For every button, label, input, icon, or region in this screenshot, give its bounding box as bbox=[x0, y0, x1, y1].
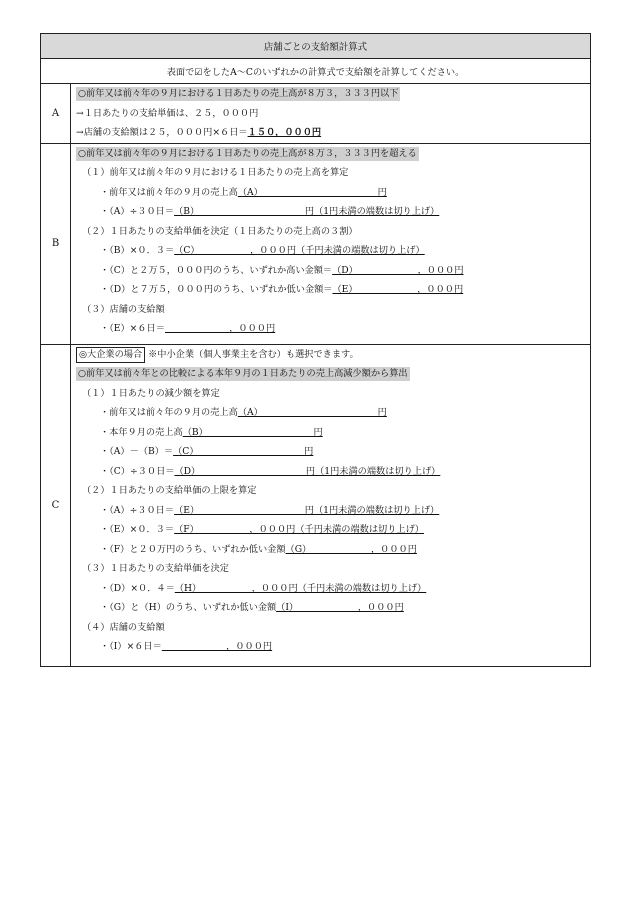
field-c-h: （H） ，０００円（千円未満の端数は切り上げ） bbox=[174, 582, 427, 594]
section-c-line-g: ・（F）と２０万円のうち、いずれか低い金額（G） ，０００円 bbox=[100, 543, 417, 555]
field-b-c: （C） ，０００円（千円未満の端数は切り上げ） bbox=[174, 245, 425, 256]
section-b-line-a: ・前年又は前々年の９月の売上高（A） 円 bbox=[100, 186, 387, 198]
section-c-line-c: ・（A）－（B）＝（C） 円 bbox=[100, 446, 314, 457]
table-title: 店舗ごとの支給額計算式 bbox=[41, 34, 591, 59]
section-c-line-a: ・前年又は前々年の９月の売上高（A） 円 bbox=[100, 407, 387, 418]
section-b-line-total: ・（E）×６日＝ ，０００円 bbox=[100, 323, 276, 334]
section-b-line-d: ・（C）と２万５，０００円のうち、いずれか高い金額＝（D） ，０００円 bbox=[100, 264, 464, 276]
field-c-c: （C） 円 bbox=[173, 446, 314, 457]
field-b-d: （D） ，０００円 bbox=[332, 264, 464, 276]
section-c-line-f: ・（E）×０．３＝（F） ，０００円（千円未満の端数は切り上げ） bbox=[100, 524, 424, 535]
field-c-b: （B） 円 bbox=[182, 426, 323, 438]
instruction-text: 表面で☑をしたA～Cのいずれかの計算式で支給額を計算してください。 bbox=[41, 59, 591, 84]
section-c-line-b: ・本年９月の売上高（B） 円 bbox=[100, 426, 323, 438]
calculation-table bbox=[40, 33, 591, 667]
section-c-line-i: ・（G）と（H）のうち、いずれか低い金額（I） ，０００円 bbox=[100, 602, 404, 613]
field-c-a: （A） 円 bbox=[237, 407, 387, 418]
field-c-g: （G） ，０００円 bbox=[285, 543, 417, 555]
section-b-row bbox=[41, 143, 591, 344]
section-a-condition: ○前年又は前々年の９月における１日あたりの売上高が８万３，３３３円以下 bbox=[78, 88, 399, 99]
section-b-step2-heading: （２）１日あたりの支給単価を決定（１日あたりの売上高の３割） bbox=[82, 225, 358, 237]
section-a-body bbox=[71, 84, 591, 144]
title-row bbox=[41, 34, 591, 59]
section-b-line-b: ・（A）÷３０日＝（B） 円（1円未満の端数は切り上げ） bbox=[100, 206, 440, 217]
section-c-step3-heading: （３）１日あたりの支給単価を決定 bbox=[82, 563, 229, 574]
section-b-step1-heading: （１）前年又は前々年の９月における１日あたりの売上高を算定 bbox=[82, 167, 349, 178]
section-a-label: A bbox=[41, 84, 71, 144]
section-c-line-total: ・（I）×６日＝ ，０００円 bbox=[100, 641, 273, 652]
section-c-step1-heading: （１）１日あたりの減少額を算定 bbox=[82, 387, 220, 399]
section-a-unit-price: →１日あたりの支給単価は、２５，０００円 bbox=[76, 107, 259, 119]
section-b-condition: ○前年又は前々年の９月における１日あたりの売上高が８万３，３３３円を超える bbox=[78, 147, 417, 159]
field-b-e: （E） ，０００円 bbox=[332, 284, 464, 295]
section-b-step3-heading: （３）店舗の支給額 bbox=[82, 303, 165, 315]
section-a-total: →店舗の支給額は２５，０００円×６日＝１５０，０００円 bbox=[76, 127, 322, 138]
section-c-line-e: ・（A）÷３０日＝（E） 円（1円未満の端数は切り上げ） bbox=[100, 504, 440, 516]
section-a-amount: １５０，０００円 bbox=[247, 127, 322, 138]
section-b-body bbox=[71, 143, 591, 344]
field-c-e: （E） 円（1円未満の端数は切り上げ） bbox=[174, 504, 440, 516]
section-a-row bbox=[41, 84, 591, 144]
section-c-line-d: ・（C）÷３０日＝（D） 円（1円未満の端数は切り上げ） bbox=[100, 465, 441, 477]
section-c-step2-heading: （２）１日あたりの支給単価の上限を算定 bbox=[82, 485, 257, 496]
large-company-badge: ◎大企業の場合 bbox=[76, 347, 145, 363]
section-c-line-h: ・（D）×０．４＝（H） ，０００円（千円未満の端数は切り上げ） bbox=[100, 582, 427, 594]
section-b-line-c: ・（B）×０．３＝（C） ，０００円（千円未満の端数は切り上げ） bbox=[100, 245, 425, 256]
field-b-a: （A） 円 bbox=[237, 186, 387, 198]
section-c-row bbox=[41, 344, 591, 666]
field-b-total: ，０００円 bbox=[164, 323, 276, 334]
section-b-label: B bbox=[41, 143, 71, 344]
section-c-condition: ○前年又は前々年との比較による本年９月の１日あたりの売上高減少額から算出 bbox=[78, 368, 408, 379]
field-c-i: （I） ，０００円 bbox=[276, 602, 404, 613]
section-c-body bbox=[71, 344, 591, 666]
field-c-f: （F） ，０００円（千円未満の端数は切り上げ） bbox=[174, 524, 424, 535]
field-c-d: （D） 円（1円未満の端数は切り上げ） bbox=[174, 465, 441, 477]
field-b-b: （B） 円（1円未満の端数は切り上げ） bbox=[174, 206, 440, 217]
section-b-line-e: ・（D）と７万５，０００円のうち、いずれか低い金額＝（E） ，０００円 bbox=[100, 284, 464, 295]
field-c-total: ，０００円 bbox=[161, 641, 273, 652]
section-c-step4-heading: （４）店舗の支給額 bbox=[82, 621, 165, 633]
instruction-row bbox=[41, 59, 591, 84]
section-c-note: ◎大企業の場合 ※中小企業（個人事業主を含む）も選択できます。 bbox=[71, 345, 590, 365]
section-c-label: C bbox=[41, 344, 71, 666]
